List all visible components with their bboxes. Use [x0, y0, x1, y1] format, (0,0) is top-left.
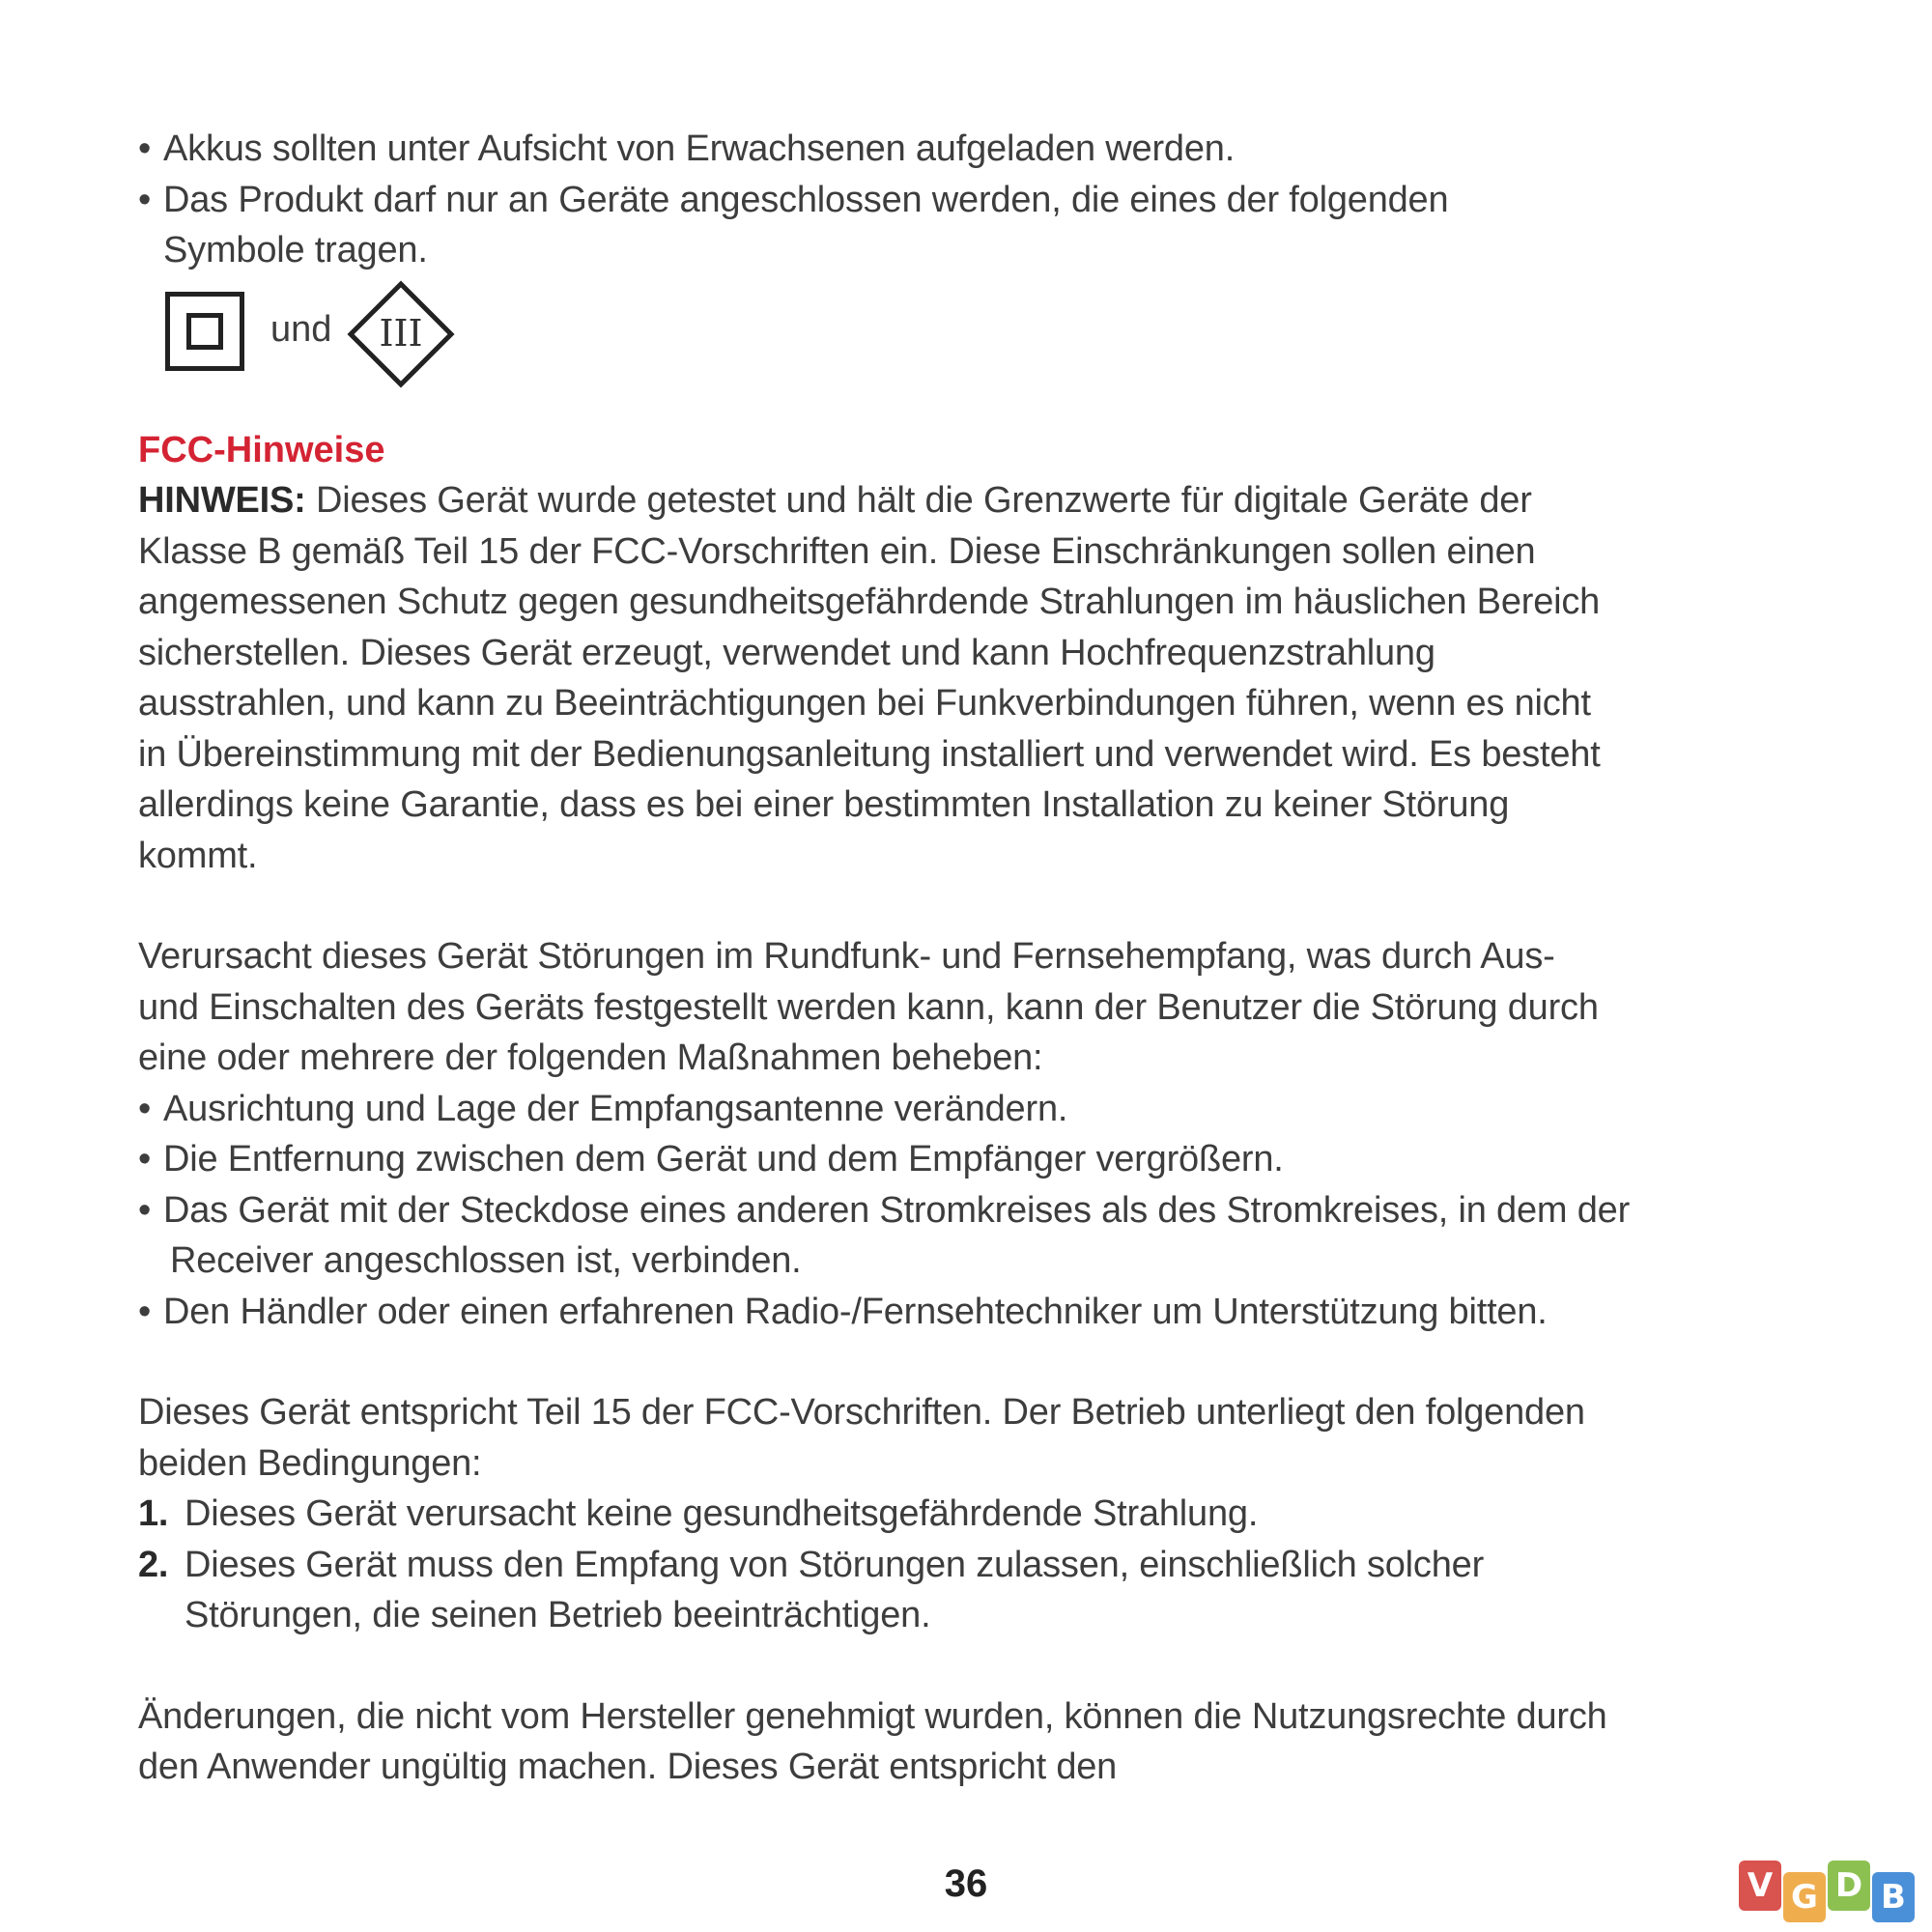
fcc-heading: FCC-Hinweise	[138, 429, 385, 470]
fcc-paragraph-3	[138, 1387, 1809, 1489]
bullet-text: Das Produkt darf nur an Geräte angeschlossen werden, die eines der folgenden	[163, 179, 1449, 220]
measure-text: Das Gerät mit der Steckdose eines anderen Stromkreises als des Stromkreises, in dem der	[163, 1189, 1631, 1231]
condition-item-continuation: Störungen, die seinen Betrieb beeinträchtigen.	[185, 1595, 931, 1635]
paragraph-line: kommt.	[138, 835, 258, 876]
paragraph-line: Änderungen, die nicht vom Hersteller genehmigt wurden, können die Nutzungsrechte durch	[138, 1695, 1607, 1737]
safety-bullet-2	[138, 175, 1809, 226]
measure-text: Die Entfernung zwischen dem Gerät und dem Empfänger vergrößern.	[163, 1139, 1284, 1179]
fcc-paragraph-1	[138, 475, 1809, 881]
condition-text: Dieses Gerät verursacht keine gesundheitsgefährdende Strahlung.	[185, 1493, 1259, 1534]
condition-text: Dieses Gerät muss den Empfang von Störungen zulassen, einschließlich solcher	[185, 1544, 1485, 1585]
watermark-letter: B	[1872, 1872, 1915, 1922]
watermark-letter: D	[1828, 1861, 1870, 1911]
bullet-dot: •	[138, 1291, 152, 1332]
bullet-dot: •	[138, 179, 152, 220]
condition-item	[138, 1489, 1809, 1540]
measure-item	[138, 1287, 1809, 1338]
class-2-double-insulation-icon	[165, 292, 244, 371]
vgdb-watermark-logo	[1739, 1861, 1922, 1928]
paragraph-line	[138, 475, 1809, 526]
bullet-dot: •	[138, 1189, 152, 1231]
class-3-label: III	[379, 311, 423, 355]
bullet-dot: •	[138, 1088, 152, 1129]
watermark-letter: V	[1739, 1861, 1781, 1911]
measure-item	[138, 1134, 1809, 1185]
condition-item	[138, 1540, 1809, 1591]
paragraph-text: Dieses Gerät wurde getestet und hält die Grenzwerte für digitale Geräte der	[305, 480, 1532, 521]
paragraph-line: Verursacht dieses Gerät Störungen im Rundfunk- und Fernsehempfang, was durch Aus-	[138, 936, 1555, 977]
measure-text: Den Händler oder einen erfahrenen Radio-/Fernsehtechniker um Unterstützung bitten.	[163, 1291, 1548, 1332]
paragraph-line: allerdings keine Garantie, dass es bei einer bestimmten Installation zu keiner Störung	[138, 784, 1510, 825]
hinweis-label: HINWEIS:	[138, 480, 306, 521]
document-page	[138, 124, 1809, 1793]
class-3-diamond-icon	[347, 280, 455, 388]
measure-item-continuation: Receiver angeschlossen ist, verbinden.	[170, 1240, 802, 1281]
paragraph-line: eine oder mehrere der folgenden Maßnahmen beheben:	[138, 1037, 1043, 1078]
bullet-text: Akkus sollten unter Aufsicht von Erwachsenen aufgeladen werden.	[163, 128, 1236, 169]
paragraph-line: sicherstellen. Dieses Gerät erzeugt, verwendet und kann Hochfrequenzstrahlung	[138, 632, 1435, 673]
paragraph-line: in Übereinstimmung mit der Bedienungsanleitung installiert und verwendet wird. Es besteht	[138, 733, 1601, 775]
safety-bullet-1	[138, 124, 1809, 175]
paragraph-line: beiden Bedingungen:	[138, 1442, 482, 1484]
paragraph-line: Klasse B gemäß Teil 15 der FCC-Vorschriften ein. Diese Einschränkungen sollen einen	[138, 530, 1536, 572]
paragraph-line: und Einschalten des Geräts festgestellt werden kann, kann der Benutzer die Störung durch	[138, 986, 1599, 1028]
paragraph-line: ausstrahlen, und kann zu Beeinträchtigungen bei Funkverbindungen führen, wenn es nicht	[138, 683, 1591, 724]
measure-item	[138, 1185, 1809, 1236]
fcc-paragraph-4	[138, 1691, 1809, 1793]
safety-bullet-2-continuation: Symbole tragen.	[163, 230, 428, 270]
bullet-dot: •	[138, 128, 152, 169]
conditions-list	[138, 1489, 1809, 1641]
paragraph-line: Dieses Gerät entspricht Teil 15 der FCC-Vorschriften. Der Betrieb unterliegt den folgenden	[138, 1392, 1585, 1433]
protection-class-symbols	[138, 280, 1809, 386]
fcc-paragraph-2	[138, 931, 1809, 1084]
measure-item	[138, 1084, 1809, 1135]
measure-text: Ausrichtung und Lage der Empfangsantenne verändern.	[163, 1088, 1068, 1129]
page-number: 36	[944, 1862, 988, 1905]
paragraph-line: angemessenen Schutz gegen gesundheitsgefährdende Strahlungen im häuslichen Bereich	[138, 582, 1601, 622]
paragraph-line: den Anwender ungültig machen. Dieses Gerät entspricht den	[138, 1747, 1118, 1787]
bullet-dot: •	[138, 1139, 152, 1179]
condition-number: 1.	[138, 1493, 169, 1534]
watermark-letter: G	[1783, 1872, 1826, 1922]
condition-number: 2.	[138, 1544, 169, 1585]
symbols-joiner: und	[270, 308, 332, 350]
measures-list	[138, 1084, 1809, 1338]
